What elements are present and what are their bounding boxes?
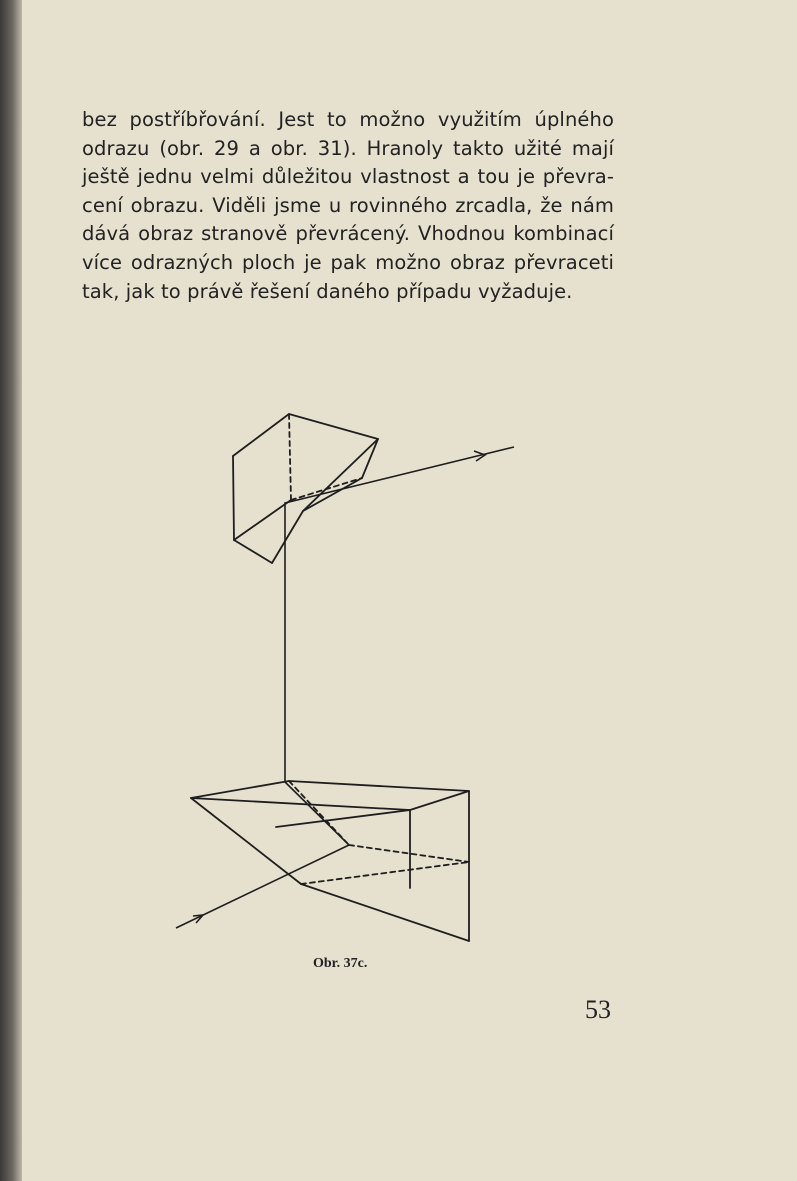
paragraph-line: dává obraz stranově převrácený. Vhodnou kombinací — [82, 222, 614, 246]
paragraph-line: tak, jak to právě řešení daného případu vyžaduje. — [82, 279, 573, 303]
paragraph-line: ještě jednu velmi důležitou vlastnost a tou je převra- — [82, 165, 614, 189]
paragraph-line: odrazu (obr. 29 a obr. 31). Hranoly takto užité mají — [82, 136, 614, 160]
book-binding-shadow — [0, 0, 22, 1181]
upper-prism — [233, 414, 378, 563]
prism-diagram — [150, 395, 530, 955]
figure-caption: Obr. 37c. — [313, 956, 368, 971]
paragraph-line: více odrazných ploch je pak možno obraz převraceti — [82, 250, 614, 274]
light-ray — [176, 447, 514, 928]
page-number: 53 — [585, 995, 611, 1024]
lower-prism — [191, 781, 469, 941]
body-paragraph — [82, 106, 614, 306]
paragraph-line: bez postříbřování. Jest to možno využitím úplného — [82, 108, 614, 131]
paragraph-line: cení obrazu. Viděli jsme u rovinného zrcadla, že nám — [82, 193, 614, 217]
